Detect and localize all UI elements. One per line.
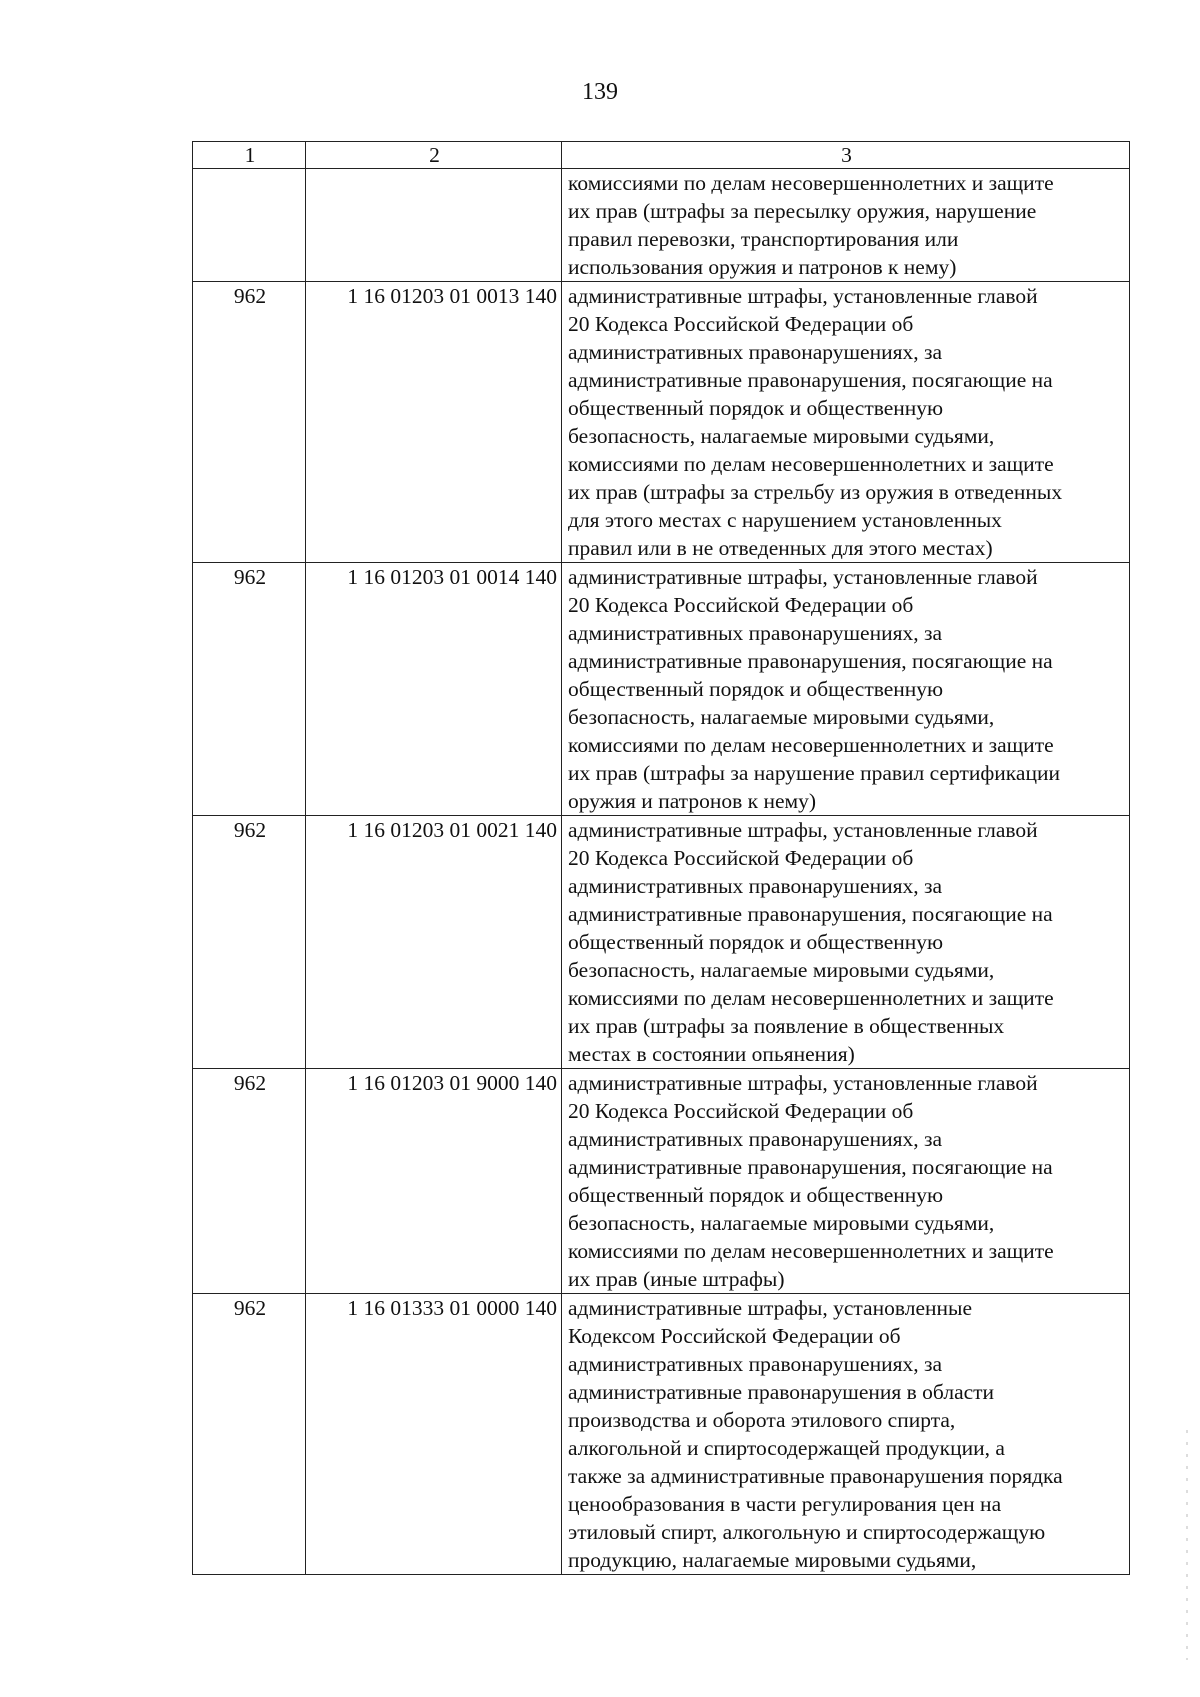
description-line: их прав (штрафы за пересылку оружия, нарушение: [568, 199, 1037, 223]
budget-code-cell: 1 16 01333 01 0000 140: [306, 1294, 562, 1575]
description-line: 20 Кодекса Российской Федерации об: [568, 1099, 914, 1123]
description-line: безопасность, налагаемые мировыми судьями,: [568, 958, 995, 982]
budget-code-cell: 1 16 01203 01 0014 140: [306, 563, 562, 816]
description-line: правил перевозки, транспортирования или: [568, 227, 959, 251]
description-cell: [562, 816, 1130, 1069]
page-number: 139: [582, 79, 618, 105]
description-line: административных правонарушениях, за: [568, 874, 943, 898]
description-line: 20 Кодекса Российской Федерации об: [568, 846, 914, 870]
admin-code-cell: 962: [193, 563, 306, 816]
description-line: общественный порядок и общественную: [568, 396, 944, 420]
description-cell: [562, 282, 1130, 563]
description-line: комиссиями по делам несовершеннолетних и защите: [568, 986, 1054, 1010]
admin-code-cell: 962: [193, 816, 306, 1069]
description-line: административных правонарушениях, за: [568, 1127, 943, 1151]
description-line: административных правонарушениях, за: [568, 340, 943, 364]
description-line: безопасность, налагаемые мировыми судьями,: [568, 424, 995, 448]
table-header-row: [193, 142, 1130, 169]
table-row: [193, 1069, 1130, 1294]
description-line: Кодексом Российской Федерации об: [568, 1324, 901, 1348]
description-line: административные правонарушения, посягающие на: [568, 902, 1053, 926]
table-body: [193, 169, 1130, 1575]
description-line: производства и оборота этилового спирта,: [568, 1408, 956, 1432]
description-cell: [562, 1069, 1130, 1294]
description-line: административные правонарушения в области: [568, 1380, 995, 1404]
description-line: общественный порядок и общественную: [568, 1183, 944, 1207]
description-line: оружия и патронов к нему): [568, 789, 817, 813]
column-header-2: 2: [306, 142, 562, 169]
table-header: [193, 142, 1130, 169]
description-line: местах в состоянии опьянения): [568, 1042, 855, 1066]
description-line: административные правонарушения, посягающие на: [568, 368, 1053, 392]
description-line: комиссиями по делам несовершеннолетних и защите: [568, 171, 1054, 195]
description-line: 20 Кодекса Российской Федерации об: [568, 593, 914, 617]
description-line: административных правонарушениях, за: [568, 1352, 943, 1376]
description-line: безопасность, налагаемые мировыми судьями,: [568, 1211, 995, 1235]
admin-code-cell: [193, 169, 306, 282]
description-line: общественный порядок и общественную: [568, 930, 944, 954]
description-line: ценообразования в части регулирования цен на: [568, 1492, 1002, 1516]
description-line: административные штрафы, установленные главой: [568, 818, 1038, 842]
description-line: использования оружия и патронов к нему): [568, 255, 957, 279]
description-line: их прав (штрафы за стрельбу из оружия в отведенных: [568, 480, 1063, 504]
description-line: комиссиями по делам несовершеннолетних и защите: [568, 452, 1054, 476]
description-line: административные правонарушения, посягающие на: [568, 649, 1053, 673]
description-line: этиловый спирт, алкогольную и спиртосодержащую: [568, 1520, 1046, 1544]
budget-code-cell: 1 16 01203 01 0021 140: [306, 816, 562, 1069]
column-header-1: 1: [193, 142, 306, 169]
description-line: административные штрафы, установленные главой: [568, 1071, 1038, 1095]
description-line: их прав (штрафы за появление в общественных: [568, 1014, 1005, 1038]
table-row: [193, 1294, 1130, 1575]
description-line: их прав (штрафы за нарушение правил сертификации: [568, 761, 1060, 785]
description-line: алкогольной и спиртосодержащей продукции, а: [568, 1436, 1005, 1460]
table-row: [193, 282, 1130, 563]
description-line: комиссиями по делам несовершеннолетних и защите: [568, 1239, 1054, 1263]
description-line: административные штрафы, установленные главой: [568, 284, 1038, 308]
description-line: для этого местах с нарушением установленных: [568, 508, 1002, 532]
admin-code-cell: 962: [193, 1294, 306, 1575]
description-line: 20 Кодекса Российской Федерации об: [568, 312, 914, 336]
description-cell: [562, 563, 1130, 816]
column-header-3: 3: [562, 142, 1130, 169]
description-line: комиссиями по делам несовершеннолетних и защите: [568, 733, 1054, 757]
budget-code-cell: [306, 169, 562, 282]
scan-edge-marks: [1186, 1430, 1188, 1660]
table-row: [193, 563, 1130, 816]
budget-code-cell: 1 16 01203 01 9000 140: [306, 1069, 562, 1294]
description-line: административные штрафы, установленные: [568, 1296, 972, 1320]
description-line: административные правонарушения, посягающие на: [568, 1155, 1053, 1179]
table-row: [193, 169, 1130, 282]
description-line: также за административные правонарушения порядка: [568, 1464, 1063, 1488]
fines-table: [192, 141, 1130, 1575]
description-line: административные штрафы, установленные главой: [568, 565, 1038, 589]
description-line: общественный порядок и общественную: [568, 677, 944, 701]
budget-code-cell: 1 16 01203 01 0013 140: [306, 282, 562, 563]
admin-code-cell: 962: [193, 1069, 306, 1294]
admin-code-cell: 962: [193, 282, 306, 563]
description-line: безопасность, налагаемые мировыми судьями,: [568, 705, 995, 729]
description-cell: [562, 169, 1130, 282]
description-line: их прав (иные штрафы): [568, 1267, 785, 1291]
description-cell: [562, 1294, 1130, 1575]
description-line: правил или в не отведенных для этого местах): [568, 536, 993, 560]
table-row: [193, 816, 1130, 1069]
description-line: административных правонарушениях, за: [568, 621, 943, 645]
description-line: продукцию, налагаемые мировыми судьями,: [568, 1548, 977, 1572]
